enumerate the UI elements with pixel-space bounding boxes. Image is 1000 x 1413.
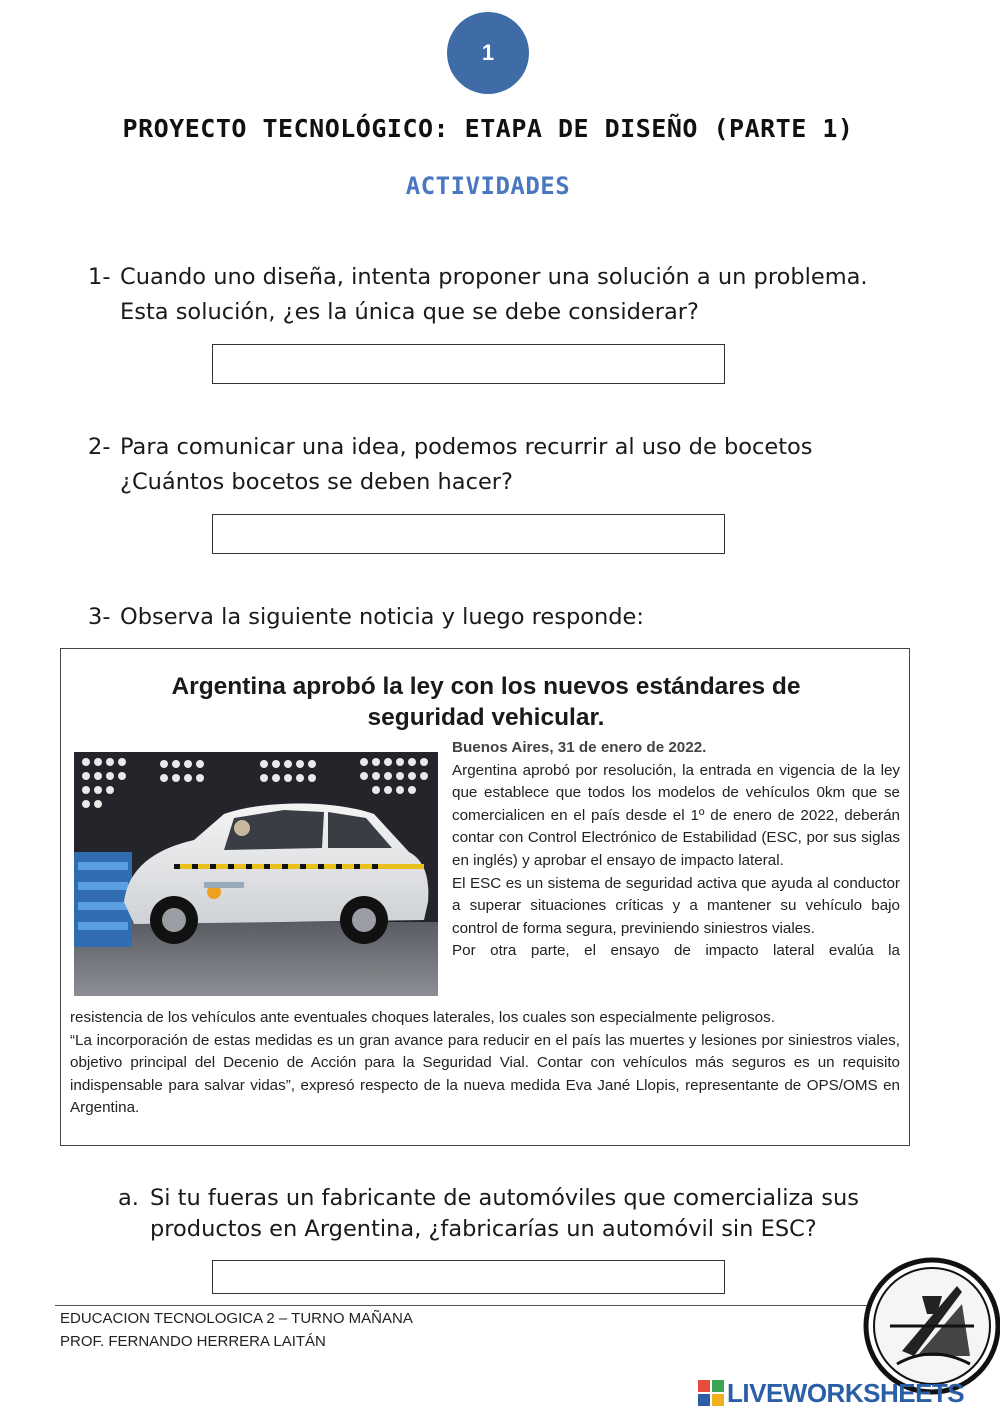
liveworksheets-brand xyxy=(698,1378,998,1408)
question-1 xyxy=(88,260,918,330)
news-dateline: Buenos Aires, 31 de enero de 2022. xyxy=(452,739,707,756)
news-body-right xyxy=(452,737,900,963)
page-title: PROYECTO TECNOLÓGICO: ETAPA DE DISEÑO (PARTE 1) xyxy=(122,114,854,143)
crash-test-car-image xyxy=(74,752,438,996)
question-number: 3- xyxy=(88,604,111,630)
news-paragraph-3-start: Por otra parte, el ensayo de impacto lateral evalúa la xyxy=(452,942,900,960)
page-number-badge xyxy=(447,12,529,94)
section-subtitle: ACTIVIDADES xyxy=(405,172,571,200)
question-number: 1- xyxy=(88,264,111,290)
news-body-full xyxy=(70,1007,900,1120)
question-number: a. xyxy=(118,1185,139,1211)
footer-line-1: EDUCACION TECNOLOGICA 2 – TURNO MAÑANA xyxy=(60,1310,413,1327)
news-headline: Argentina aprobó la ley con los nuevos estándares de seguridad vehicular. xyxy=(171,673,801,731)
sub-question-a xyxy=(118,1183,924,1245)
question-number: 2- xyxy=(88,434,111,460)
question-2 xyxy=(88,430,918,500)
answer-input-2[interactable] xyxy=(212,514,725,554)
school-seal-logo xyxy=(862,1256,1000,1396)
news-article xyxy=(60,648,910,1146)
liveworksheets-wordmark: LIVEWORKSHEETS xyxy=(727,1377,965,1408)
news-paragraph-1: Argentina aprobó por resolución, la entrada en vigencia de la ley que establece que todos los modelos de vehículos 0km que se comercialicen en el país desde el 1º de enero de 2022, deberán contar con Control Electrónico de Estabilidad (ESC, por sus siglas en inglés) y aprobar el ensayo de impacto lateral. xyxy=(452,761,900,869)
liveworksheets-logo-icon xyxy=(698,1380,724,1406)
question-text: Cuando uno diseña, intenta proponer una solución a un problema. Esta solución, ¿es la única que se debe considerar? xyxy=(120,264,868,325)
answer-input-a[interactable] xyxy=(212,1260,725,1294)
question-text: Para comunicar una idea, podemos recurrir al uso de bocetos ¿Cuántos bocetos se deben hacer? xyxy=(120,434,813,495)
news-paragraph-2: El ESC es un sistema de seguridad activa que ayuda al conductor a superar situaciones críticas y a mantener su vehículo bajo control de forma segura, previniendo siniestros viales. xyxy=(452,874,900,937)
footer-line-2: PROF. FERNANDO HERRERA LAITÁN xyxy=(60,1333,326,1350)
page-number: 1 xyxy=(481,40,495,65)
news-paragraph-4: “La incorporación de estas medidas es un gran avance para reducir en el país las muertes y lesiones por siniestros viales, objetivo principal del Decenio de Acción para la Seguridad Vial. Contar con vehículos más seguros es un requisito indispensable para salvar vidas”, expresó respecto de la nueva medida Eva Jané Llopis, representante de OPS/OMS en Argentina. xyxy=(70,1031,900,1117)
question-3 xyxy=(88,600,918,635)
footer-divider xyxy=(55,1305,875,1306)
news-paragraph-3-end: resistencia de los vehículos ante eventuales choques laterales, los cuales son especialmente peligrosos. xyxy=(70,1009,775,1026)
answer-input-1[interactable] xyxy=(212,344,725,384)
question-text: Observa la siguiente noticia y luego responde: xyxy=(120,604,644,630)
crash-test-photo xyxy=(74,752,438,996)
seal-icon xyxy=(862,1256,1000,1396)
question-text: Si tu fueras un fabricante de automóviles que comercializa sus productos en Argentina, ¿fabricarías un automóvil sin ESC? xyxy=(150,1185,859,1242)
